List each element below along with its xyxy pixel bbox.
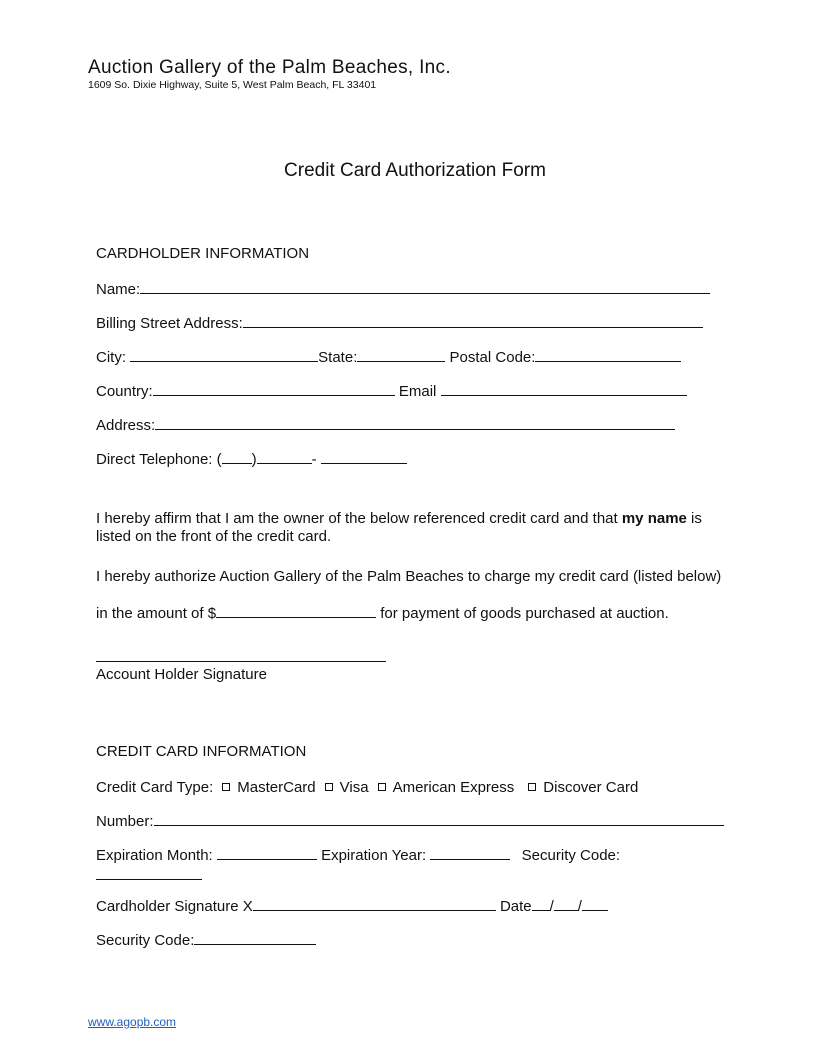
discover-label: Discover Card [543,779,639,796]
billing-label: Billing Street Address: [96,315,243,332]
affirm-text-start: I hereby affirm that I am the owner of the below referenced credit card and that [96,510,622,527]
security-code-field[interactable] [96,879,202,880]
exp-month-label: Expiration Month: [96,847,213,864]
address-field[interactable] [155,416,675,430]
card-type-label: Credit Card Type: [96,779,214,796]
affirm-paragraph [96,510,736,546]
date-sep-1: / [549,898,554,915]
country-field[interactable] [153,382,395,396]
affirm-text-bold: my name [621,510,687,527]
account-signature-label: Account Holder Signature [96,666,267,683]
mastercard-label: MasterCard [237,779,316,796]
form-title: Credit Card Authorization Form [284,160,546,181]
security-code-row [96,931,316,951]
security-code-label: Security Code: [521,847,621,864]
amount-suffix: for payment of goods purchased at auction. [376,605,669,622]
phone-open-paren: ( [216,451,222,468]
company-address: 1609 So. Dixie Highway, Suite 5, West Palm Beach, FL 33401 [88,79,377,91]
phone-area-field[interactable] [222,450,252,464]
phone-dash: - [311,451,317,468]
company-name: Auction Gallery of the Palm Beaches, Inc. [88,57,451,78]
phone-label: Direct Telephone: [96,451,213,468]
cardholder-signature-row [96,897,608,917]
discover-checkbox[interactable] [528,783,536,791]
date-year-field[interactable] [582,897,608,911]
cardholder-signature-field[interactable] [253,897,496,911]
exp-year-label: Expiration Year: [321,847,427,864]
phone-number-field[interactable] [321,450,407,464]
amount-prefix: in the amount of $ [96,605,217,622]
card-type-row [96,778,638,798]
mastercard-checkbox[interactable] [222,783,230,791]
amount-row [96,604,669,624]
address-row [96,416,675,436]
amex-checkbox[interactable] [378,783,386,791]
billing-field[interactable] [243,314,703,328]
postal-label: Postal Code: [449,349,536,366]
security-code-field-2[interactable] [194,931,316,945]
account-signature-line[interactable] [96,661,386,662]
address-label: Address: [96,417,156,434]
expiration-row [96,846,620,866]
card-number-label: Number: [96,813,154,830]
country-label: Country: [96,383,153,400]
exp-year-field[interactable] [430,846,510,860]
city-row [96,348,681,368]
city-field[interactable] [130,348,318,362]
phone-prefix-field[interactable] [257,450,312,464]
billing-row [96,314,703,334]
card-number-row [96,812,724,832]
amount-field[interactable] [216,604,376,618]
date-label: Date [499,898,532,915]
amex-label: American Express [392,779,515,796]
visa-checkbox[interactable] [325,783,333,791]
exp-month-field[interactable] [217,846,317,860]
visa-label: Visa [339,779,369,796]
security-code-label-2: Security Code: [96,932,195,949]
name-label: Name: [96,281,141,298]
phone-row [96,450,407,470]
date-month-field[interactable] [532,897,550,911]
state-field[interactable] [357,348,445,362]
name-field[interactable] [140,280,710,294]
date-day-field[interactable] [554,897,578,911]
cardholder-signature-label: Cardholder Signature X [96,898,253,915]
card-number-field[interactable] [154,812,724,826]
name-row [96,280,710,300]
phone-close-paren: ) [251,451,257,468]
postal-field[interactable] [535,348,681,362]
authorize-paragraph [96,568,726,586]
date-sep-2: / [577,898,582,915]
affirm-text-end: is listed on the front of the credit card. [96,510,702,545]
authorize-text: I hereby authorize Auction Gallery of the Palm Beaches to charge my credit card (listed below) [96,568,722,585]
country-row [96,382,687,402]
city-label: City: [96,349,126,366]
email-label: Email [398,383,437,400]
email-field[interactable] [441,382,687,396]
card-heading: CREDIT CARD INFORMATION [96,743,307,760]
cardholder-heading: CARDHOLDER INFORMATION [96,245,310,262]
website-link[interactable]: www.agopb.com [88,1015,177,1029]
state-label: State: [318,349,358,366]
